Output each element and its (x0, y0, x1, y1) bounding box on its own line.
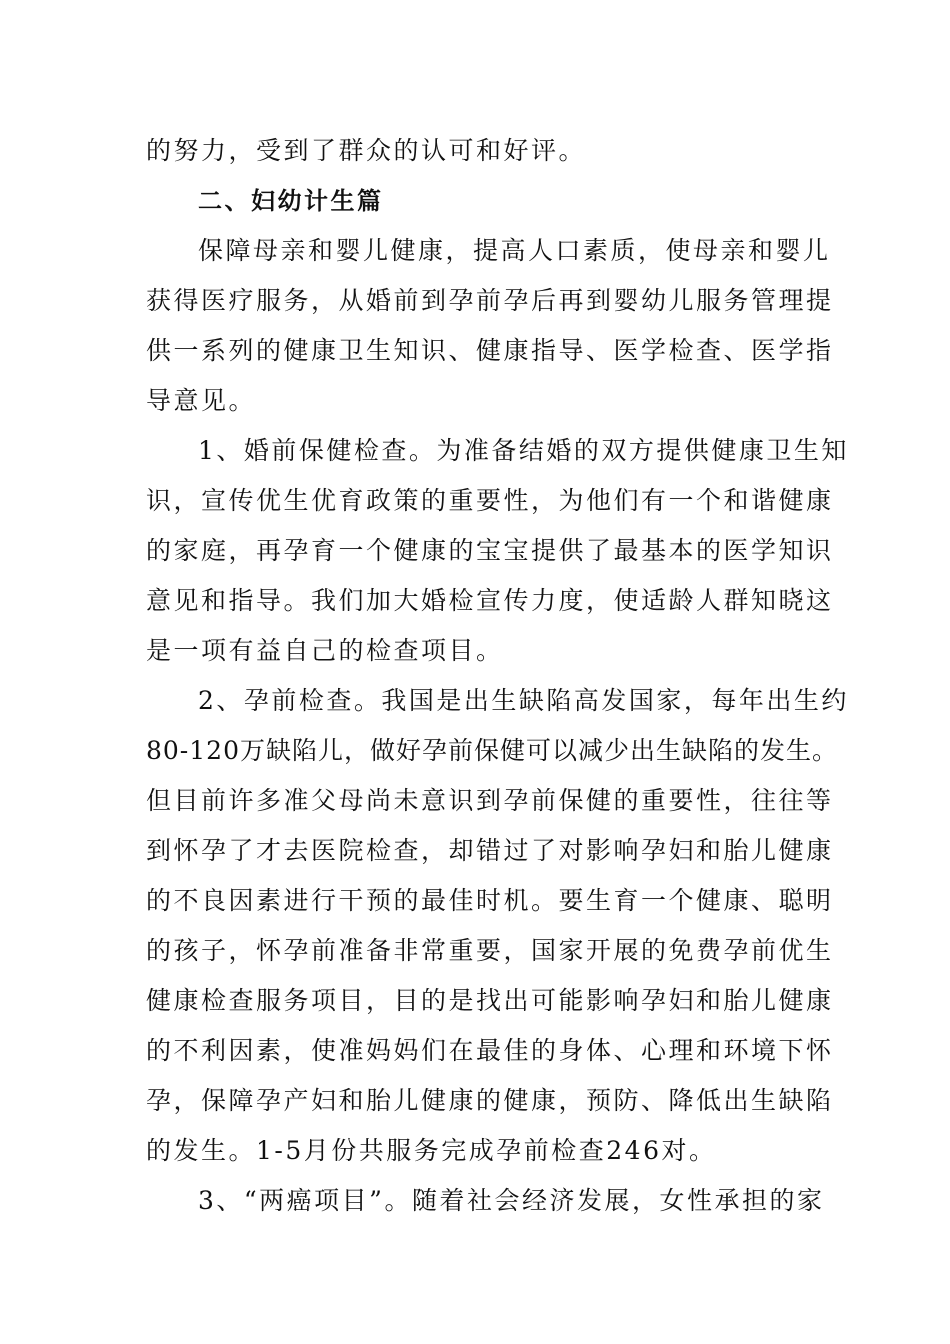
item2-line-7: 健康检查服务项目，目的是找出可能影响孕妇和胎儿健康 (146, 986, 834, 1015)
item1-line-3: 的家庭，再孕育一个健康的宝宝提供了最基本的医学知识 (146, 536, 834, 565)
item1-paragraph (146, 426, 849, 676)
continuation-line: 的努力，受到了群众的认可和好评。 (146, 136, 587, 165)
item2-line-10: 的发生。1-5月份共服务完成孕前检查246对。 (146, 1136, 717, 1165)
item1-line-4: 意见和指导。我们加大婚检宣传力度，使适龄人群知晓这 (146, 586, 834, 615)
section-heading: 二、妇幼计生篇 (198, 187, 384, 215)
document-body (146, 126, 849, 1226)
item3-line-1: 3、“两癌项目”。随着社会经济发展，女性承担的家 (198, 1186, 825, 1215)
item2-line-8: 的不利因素，使准妈妈们在最佳的身体、心理和环境下怀 (146, 1036, 834, 1065)
intro-line-3: 供一系列的健康卫生知识、健康指导、医学检查、医学指 (146, 336, 834, 365)
item2-line-9: 孕，保障孕产妇和胎儿健康的健康，预防、降低出生缺陷 (146, 1086, 834, 1115)
intro-line-2: 获得医疗服务，从婚前到孕前孕后再到婴幼儿服务管理提 (146, 286, 834, 315)
item2-line-4: 到怀孕了才去医院检查，却错过了对影响孕妇和胎儿健康 (146, 836, 834, 865)
item2-line-2: 80-120万缺陷儿，做好孕前保健可以减少出生缺陷的发生。 (146, 736, 838, 765)
item3-paragraph (146, 1176, 825, 1226)
intro-line-4: 导意见。 (146, 386, 257, 415)
item2-line-3: 但目前许多准父母尚未意识到孕前保健的重要性，往往等 (146, 786, 834, 815)
item1-line-5: 是一项有益自己的检查项目。 (146, 636, 504, 665)
item1-line-2: 识，宣传优生优育政策的重要性，为他们有一个和谐健康 (146, 486, 834, 515)
intro-paragraph (146, 226, 834, 426)
intro-line-1: 保障母亲和婴儿健康，提高人口素质，使母亲和婴儿 (198, 236, 831, 265)
item2-line-6: 的孩子，怀孕前准备非常重要，国家开展的免费孕前优生 (146, 936, 834, 965)
item2-line-1: 2、孕前检查。我国是出生缺陷高发国家，每年出生约 (198, 686, 849, 715)
item2-paragraph (146, 676, 849, 1176)
item1-line-1: 1、婚前保健检查。为准备结婚的双方提供健康卫生知 (198, 436, 849, 465)
item2-line-5: 的不良因素进行干预的最佳时机。要生育一个健康、聪明 (146, 886, 834, 915)
